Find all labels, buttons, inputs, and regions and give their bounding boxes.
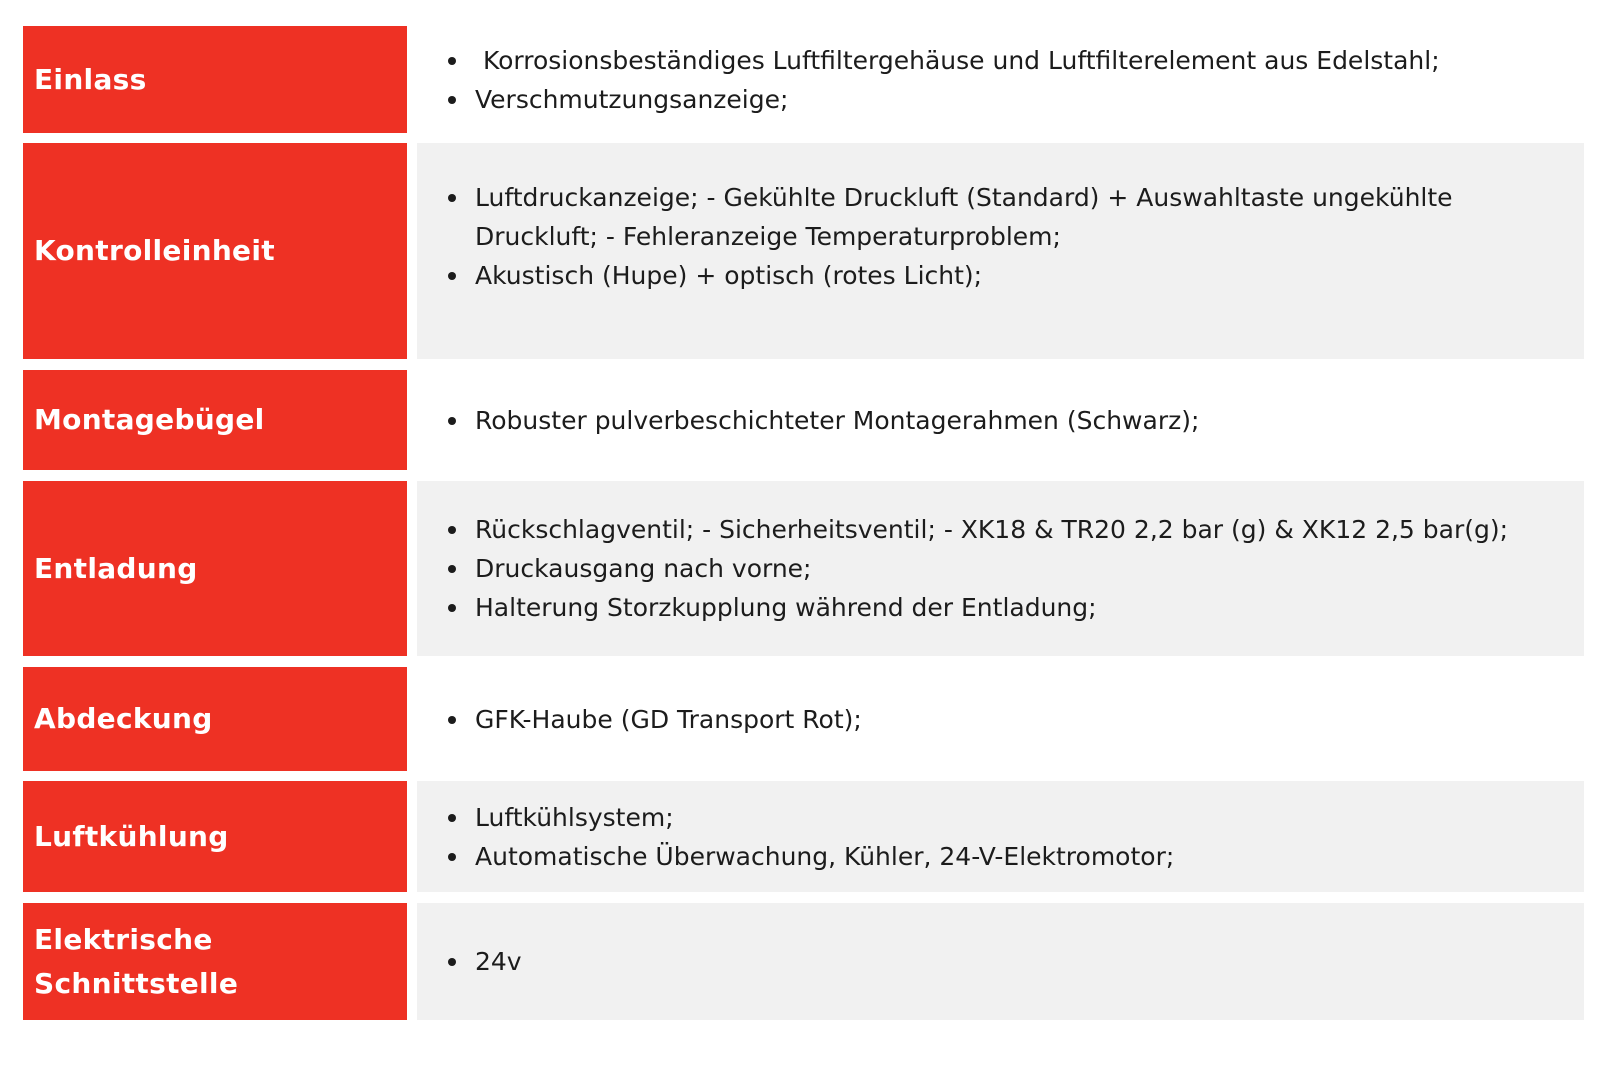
table-row-elektrische-schnittstelle	[0, 903, 1600, 1020]
list-item: Verschmutzungsanzeige;	[475, 80, 1576, 119]
row-label: Abdeckung	[34, 702, 213, 735]
list-item: 24v	[475, 942, 1576, 981]
list-item: Robuster pulverbeschichteter Montagerahmen (Schwarz);	[475, 401, 1576, 440]
row-content-cell	[417, 667, 1584, 771]
bullet-list	[417, 178, 1584, 295]
table-row-montagebuegel	[0, 370, 1600, 470]
row-content-cell	[417, 143, 1584, 359]
bullet-list	[417, 942, 1584, 981]
list-item: Korrosionsbeständiges Luftfiltergehäuse und Luftfilterelement aus Edelstahl;	[475, 41, 1576, 80]
row-label: Elektrische Schnittstelle	[34, 922, 239, 1000]
row-label: Luftkühlung	[34, 819, 229, 853]
list-item: Rückschlagventil; - Sicherheitsventil; - XK18 & TR20 2,2 bar (g) & XK12 2,5 bar(g);	[475, 510, 1576, 549]
list-item: Akustisch (Hupe) + optisch (rotes Licht);	[475, 256, 1576, 295]
row-label: Einlass	[34, 62, 147, 96]
table-row-entladung	[0, 481, 1600, 656]
row-content-cell	[417, 26, 1584, 133]
list-item: Luftkühlsystem;	[475, 798, 1576, 837]
bullet-list	[417, 401, 1584, 440]
table-row-luftkuehlung	[0, 781, 1600, 892]
table-row-kontrolleinheit	[0, 143, 1600, 359]
row-label: Entladung	[34, 551, 198, 585]
row-label-cell	[23, 370, 407, 470]
bullet-list	[417, 41, 1584, 119]
row-label-cell	[23, 481, 407, 656]
list-item: Druckausgang nach vorne;	[475, 549, 1576, 588]
list-item: Luftdruckanzeige; - Gekühlte Druckluft (Standard) + Auswahltaste ungekühlte Druckluft; - Fehleranzeige Temperaturproblem;	[475, 178, 1576, 256]
bullet-list	[417, 798, 1584, 876]
bullet-list	[417, 510, 1584, 627]
row-content-cell	[417, 370, 1584, 470]
row-label-cell	[23, 26, 407, 133]
row-content-cell	[417, 781, 1584, 892]
row-content-cell	[417, 481, 1584, 656]
row-content-cell	[417, 903, 1584, 1020]
list-item: GFK-Haube (GD Transport Rot);	[475, 700, 1576, 739]
table-row-abdeckung	[0, 667, 1600, 771]
bullet-list	[417, 700, 1584, 739]
row-label: Kontrolleinheit	[34, 234, 275, 267]
row-label-cell	[23, 903, 407, 1020]
list-item: Automatische Überwachung, Kühler, 24-V-Elektromotor;	[475, 837, 1576, 876]
list-item: Halterung Storzkupplung während der Entladung;	[475, 588, 1576, 627]
row-label: Montagebügel	[34, 403, 265, 436]
table-row-einlass	[0, 26, 1600, 133]
row-label-cell	[23, 781, 407, 892]
row-label-cell	[23, 143, 407, 359]
row-label-cell	[23, 667, 407, 771]
